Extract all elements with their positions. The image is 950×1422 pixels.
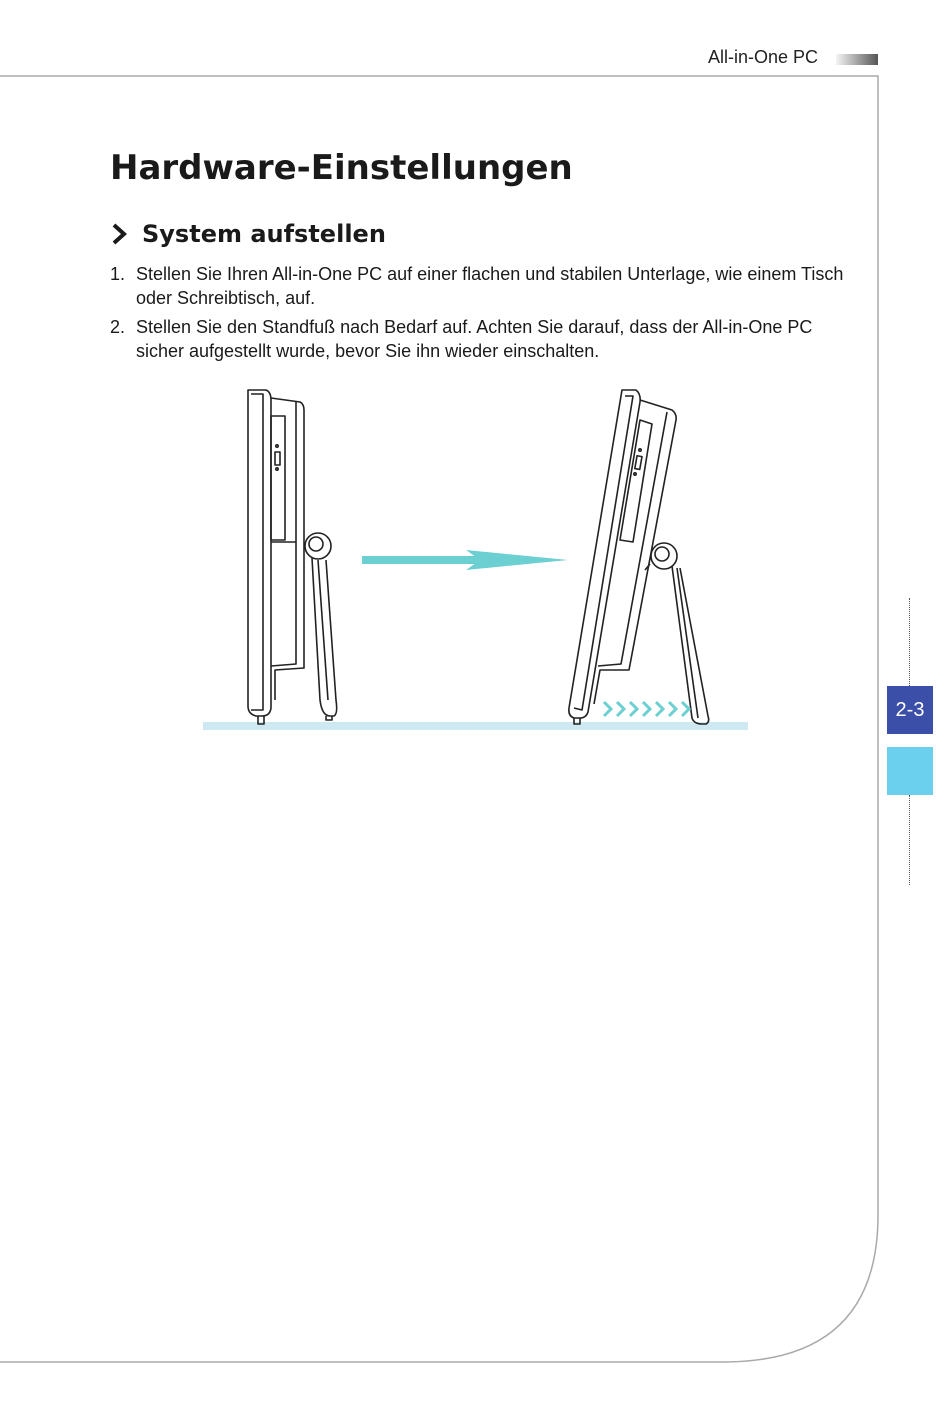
slide-direction-chevrons bbox=[604, 702, 689, 716]
chapter-tab-accent bbox=[887, 747, 933, 795]
step-number: 2. bbox=[110, 317, 126, 337]
tab-dotted-line-bottom bbox=[909, 795, 910, 885]
tab-dotted-line-top bbox=[909, 598, 910, 686]
arrow-right-icon bbox=[362, 550, 568, 570]
page-number-tab bbox=[887, 686, 933, 734]
step-text: Stellen Sie den Standfuß nach Bedarf auf. Achten Sie darauf, dass der All-in-One PC sicher aufgestellt wurde, bevor Sie ihn wieder einschalten. bbox=[136, 317, 813, 361]
page-title: Hardware-Einstellungen bbox=[110, 148, 573, 188]
page-number: 2-3 bbox=[895, 698, 925, 721]
table-surface bbox=[203, 722, 748, 730]
monitor-tilted-illustration bbox=[569, 390, 709, 724]
step-text: Stellen Sie Ihren All-in-One PC auf einer flachen und stabilen Unterlage, wie einem Tisch oder Schreibtisch, auf. bbox=[136, 264, 844, 308]
header-product-label: All-in-One PC bbox=[708, 47, 819, 67]
monitor-upright-illustration bbox=[248, 390, 337, 724]
section-title: System aufstellen bbox=[142, 220, 386, 248]
step-number: 1. bbox=[110, 264, 126, 284]
